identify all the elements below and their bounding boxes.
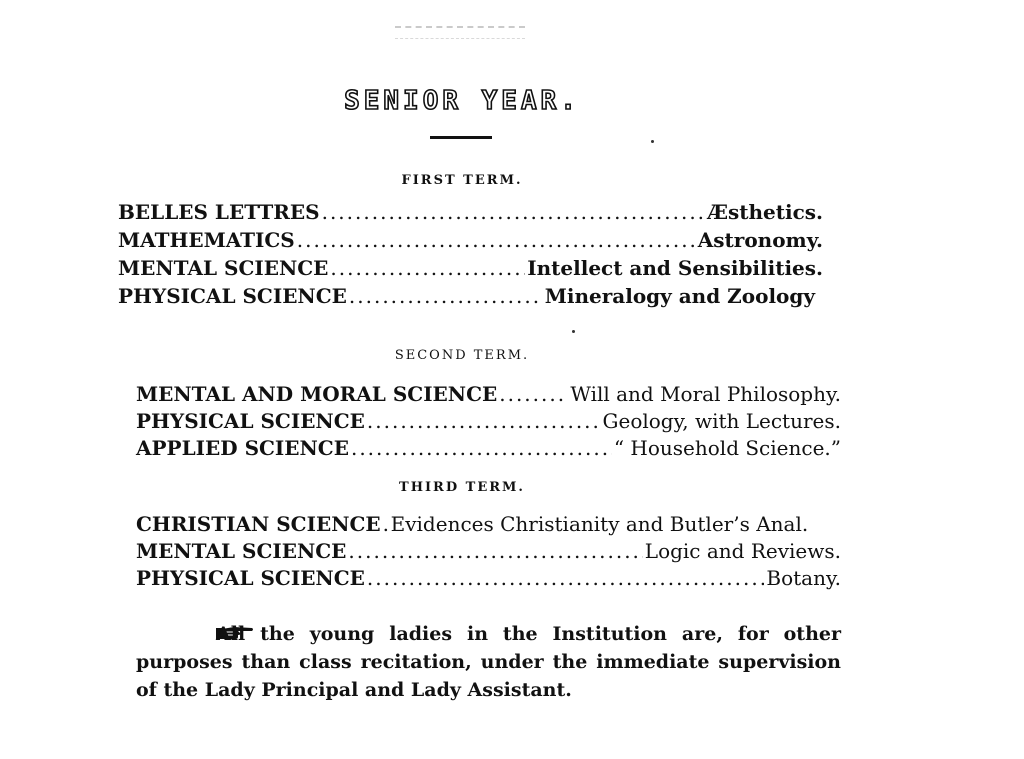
course-subject: PHYSICAL SCIENCE <box>136 566 365 590</box>
leader-dots <box>330 255 525 281</box>
leader-dots <box>367 408 601 434</box>
print-speck <box>572 330 575 333</box>
course-topic: Botany. <box>766 566 841 590</box>
course-row <box>136 511 841 538</box>
course-topic: Evidences Christianity and Butler’s Anal. <box>390 512 809 536</box>
leader-dots <box>383 511 389 537</box>
leader-dots <box>499 381 568 407</box>
course-subject: MATHEMATICS <box>118 228 295 252</box>
second-term-heading: SECOND TERM. <box>394 348 530 363</box>
leader-dots <box>322 199 706 225</box>
course-topic: Astronomy. <box>697 228 823 252</box>
course-topic: Æsthetics. <box>707 200 823 224</box>
course-topic: Mineralogy and Zoology <box>544 284 815 308</box>
title-rule <box>430 136 492 139</box>
course-subject: PHYSICAL SCIENCE <box>118 284 347 308</box>
course-row <box>136 565 841 592</box>
leader-dots <box>367 565 765 591</box>
course-topic: “ Household Science.” <box>613 436 841 460</box>
course-subject: APPLIED SCIENCE <box>136 436 349 460</box>
course-topic: Logic and Reviews. <box>644 539 841 563</box>
note-text: All the young ladies in the Institution are, for other purposes than class recitation, under the immediate supervision of the Lady Principal and Lady Assistant. <box>136 623 841 701</box>
leader-dots <box>348 538 642 564</box>
leader-dots <box>351 435 612 461</box>
course-topic: Geology, with Lectures. <box>602 409 841 433</box>
first-term-heading: FIRST TERM. <box>401 173 523 188</box>
course-row <box>118 255 823 282</box>
course-subject: MENTAL SCIENCE <box>118 256 329 280</box>
course-subject: MENTAL AND MORAL SCIENCE <box>136 382 498 406</box>
course-subject: PHYSICAL SCIENCE <box>136 409 365 433</box>
course-topic: Will and Moral Philosophy. <box>570 382 841 406</box>
course-row <box>136 538 841 565</box>
page-title: SENIOR YEAR. <box>344 86 580 116</box>
course-subject: BELLES LETTRES <box>118 200 320 224</box>
course-row <box>118 283 815 310</box>
course-subject: CHRISTIAN SCIENCE <box>136 512 381 536</box>
leader-dots <box>349 283 543 309</box>
course-row <box>118 199 823 226</box>
course-topic: Intellect and Sensibilities. <box>527 256 823 280</box>
third-term-heading: THIRD TERM. <box>399 480 525 495</box>
leader-dots <box>297 227 696 253</box>
course-row <box>136 381 841 408</box>
course-row <box>136 435 841 462</box>
supervision-note <box>136 620 841 704</box>
course-row <box>118 227 823 254</box>
pointing-hand-icon <box>176 621 214 637</box>
print-speck <box>651 140 654 143</box>
course-subject: MENTAL SCIENCE <box>136 539 347 563</box>
course-row <box>136 408 841 435</box>
faded-header-mark <box>395 26 525 39</box>
